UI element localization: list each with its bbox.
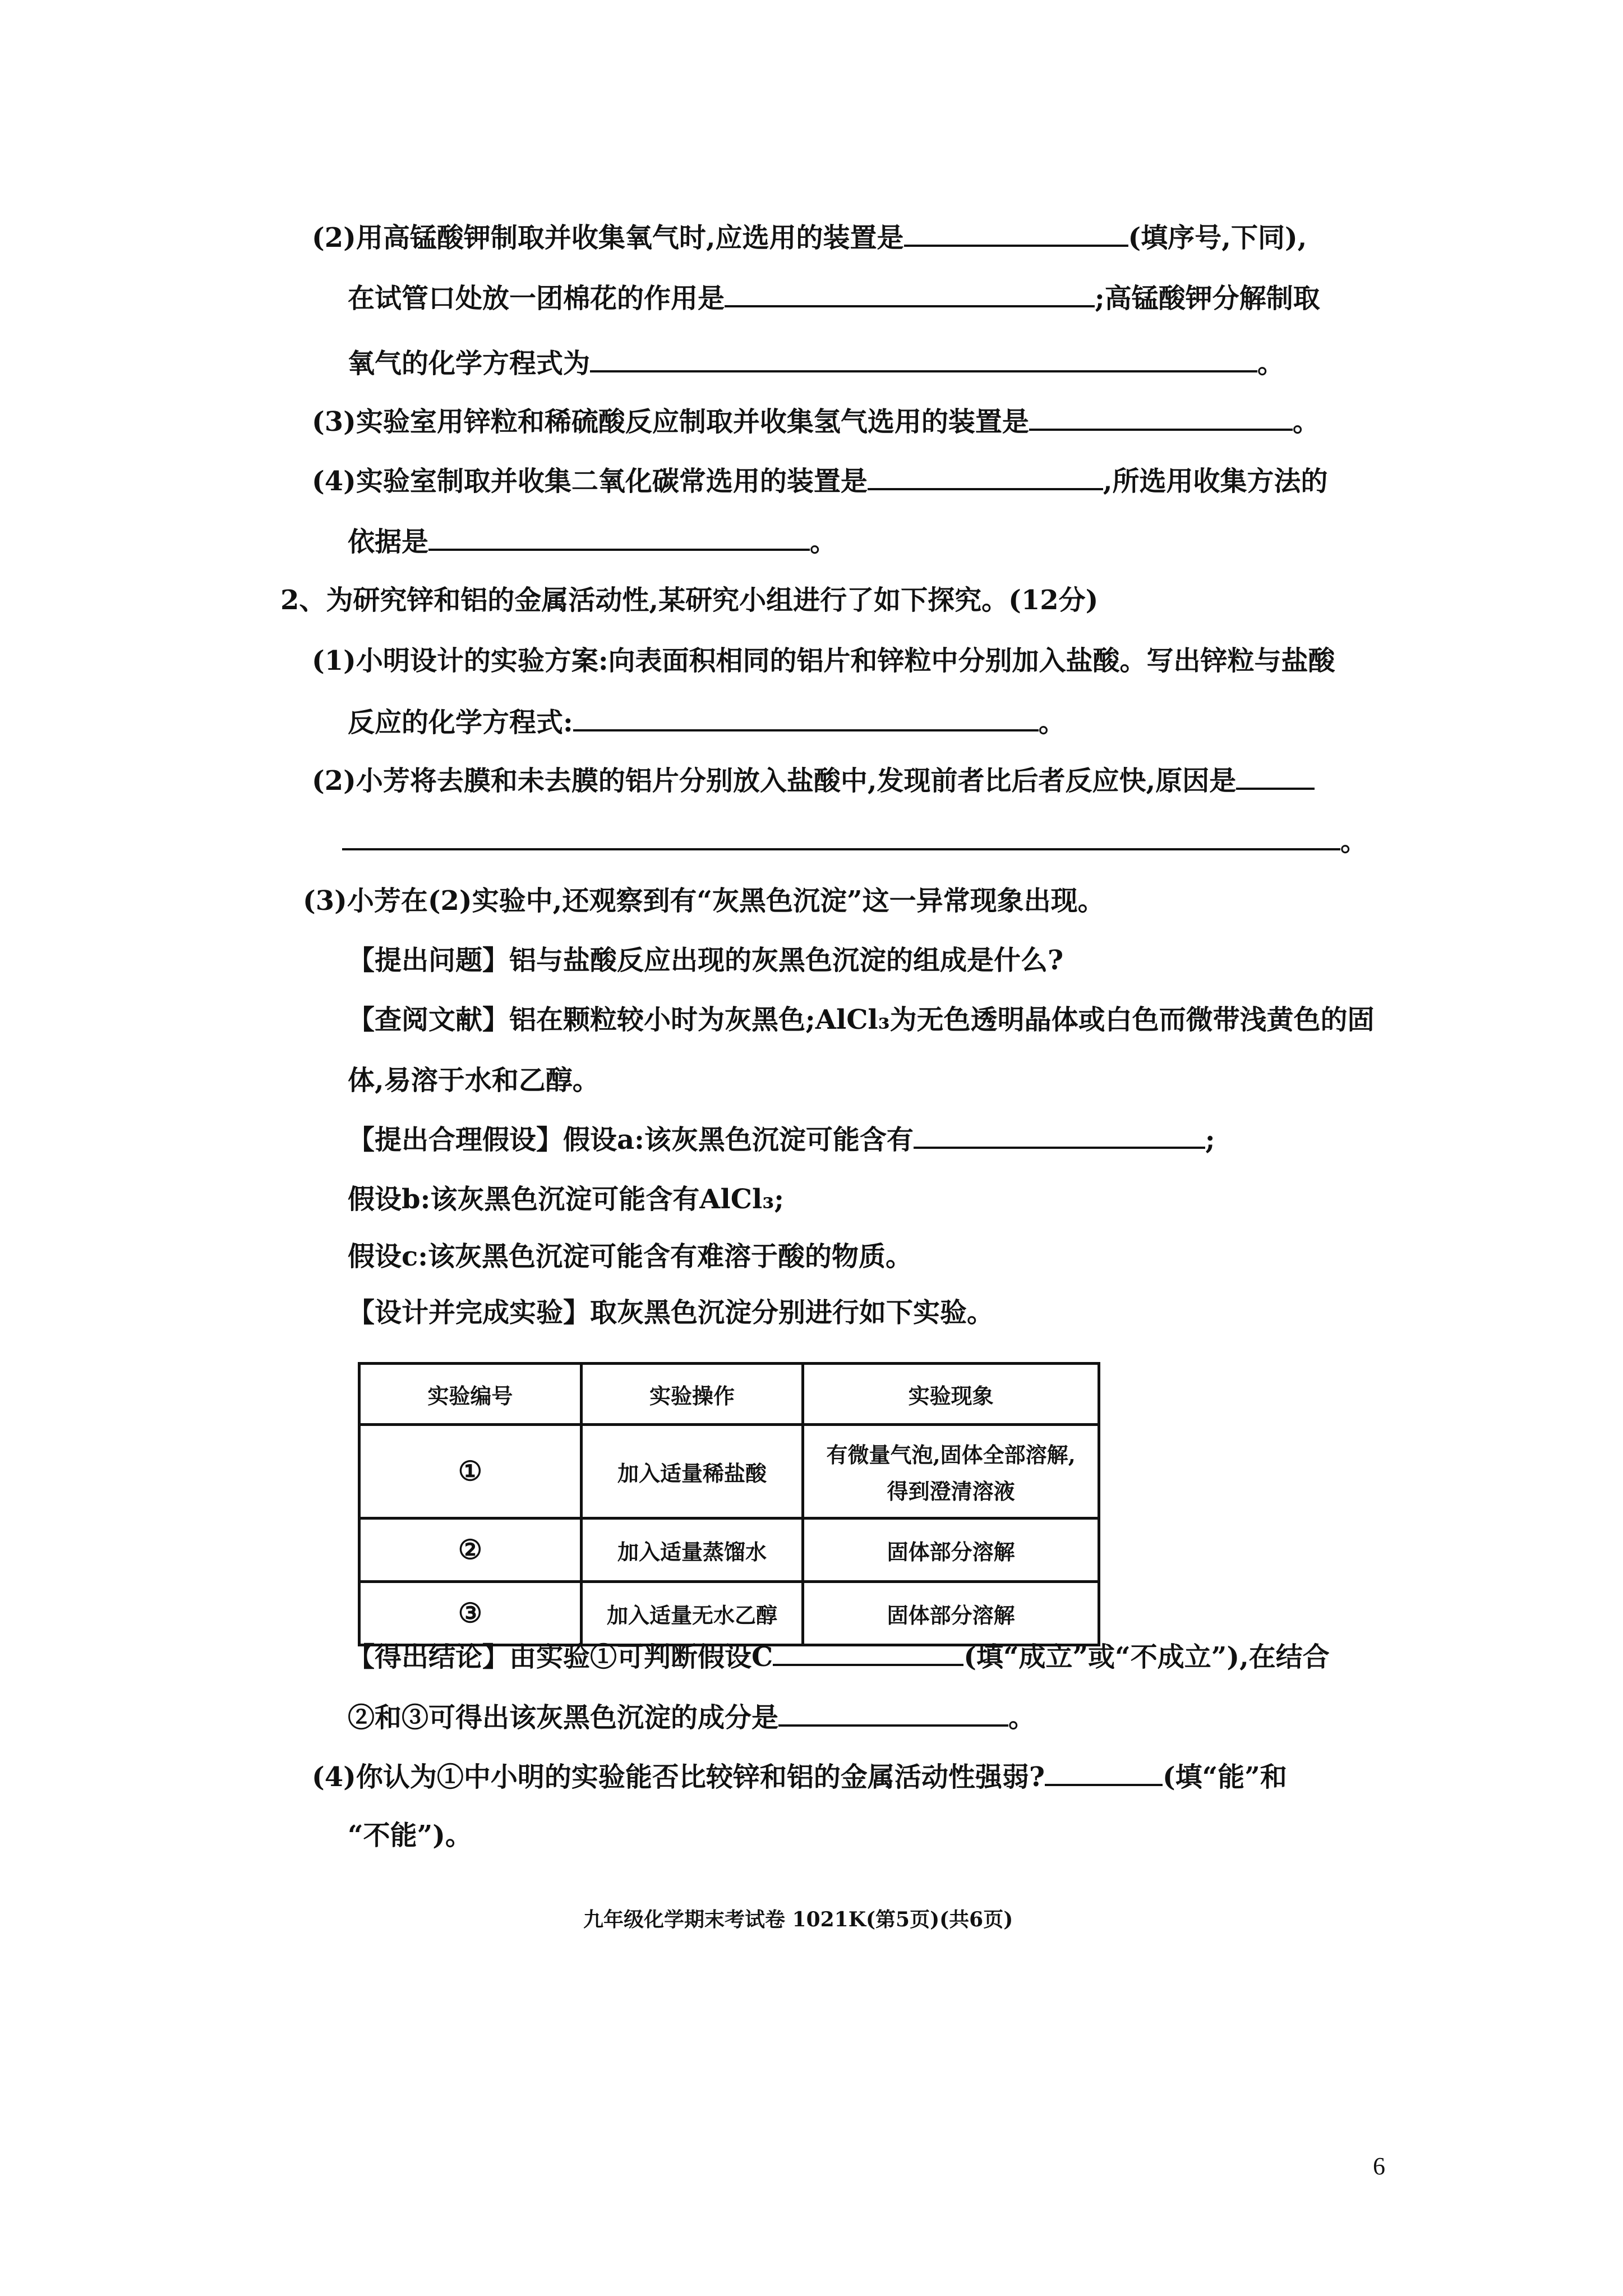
table-row [359, 1582, 1099, 1645]
conclusion-text-b: (填“成立”或“不成立”),在结合 [963, 1641, 1330, 1673]
answer-blank[interactable] [428, 524, 810, 551]
q1-part4-text: (4)实验室制取并收集二氧化碳常选用的装置是 [312, 466, 868, 497]
q1-part3-line [312, 404, 1320, 439]
table-header: 实验编号 [359, 1364, 582, 1425]
q1-part2-decomp: ;高锰酸钾分解制取 [1095, 283, 1320, 314]
answer-blank[interactable] [1045, 1759, 1163, 1786]
problem-text: 铝与盐酸反应出现的灰黑色沉淀的组成是什么? [509, 945, 1064, 976]
conclusion-text-c: ②和③可得出该灰黑色沉淀的成分是 [348, 1702, 779, 1733]
answer-blank[interactable] [904, 220, 1128, 247]
phenomenon-line1: 有微量气泡,固体全部溶解, [826, 1442, 1076, 1467]
design-tag: 【设计并完成实验】 [348, 1297, 591, 1328]
q2-part2-line2 [342, 823, 1367, 858]
q1-part2-text: (2)用高锰酸钾制取并收集氧气时,应选用的装置是 [312, 222, 904, 254]
conclusion-line2 [348, 1700, 1035, 1734]
table-row [359, 1519, 1099, 1582]
q1-part4-method: ,所选用收集方法的 [1103, 466, 1328, 497]
literature-text: 铝在颗粒较小时为灰黑色;AlCl₃为无色透明晶体或白色而微带浅黄色的固 [509, 1004, 1375, 1036]
q1-part2-cotton: 在试管口处放一团棉花的作用是 [348, 283, 725, 314]
answer-blank[interactable] [1029, 404, 1293, 431]
table-cell-phenomenon: 固体部分溶解 [803, 1582, 1099, 1645]
q2-part4-line1 [312, 1759, 1287, 1794]
answer-blank[interactable] [342, 823, 1340, 850]
experiment-table [358, 1362, 1100, 1646]
table-cell-id: ① [359, 1425, 582, 1519]
page-number: 6 [1373, 2152, 1385, 2180]
table-cell-operation: 加入适量蒸馏水 [581, 1519, 803, 1582]
hypothesis-tag: 【提出合理假设】 [348, 1124, 564, 1156]
table-header-row [359, 1364, 1099, 1425]
answer-blank[interactable] [1236, 763, 1315, 790]
table-cell-phenomenon: 固体部分溶解 [803, 1519, 1099, 1582]
q1-part2-line3 [348, 346, 1284, 380]
hypothesis-b-line: 假设b:该灰黑色沉淀可能含有AlCl₃; [348, 1184, 784, 1215]
literature-line1 [348, 1003, 1375, 1037]
table-cell-operation: 加入适量稀盐酸 [581, 1425, 803, 1519]
table-row [359, 1425, 1099, 1519]
semicolon: ; [1205, 1124, 1215, 1156]
answer-blank[interactable] [773, 1639, 963, 1666]
phenomenon-line2: 得到澄清溶液 [887, 1479, 1015, 1504]
literature-line2: 体,易溶于水和乙醇。 [348, 1065, 600, 1096]
q2-part1-line2 [348, 705, 1066, 739]
table-cell-operation: 加入适量无水乙醇 [581, 1582, 803, 1645]
q1-part2-line2 [348, 280, 1320, 315]
q1-part2-note: (填序号,下同), [1128, 222, 1307, 254]
q2-part1-equation: 反应的化学方程式: [348, 707, 573, 738]
hypothesis-a-line [348, 1122, 1215, 1157]
conclusion-tag: 【得出结论】 [348, 1641, 510, 1673]
q2-title: 2、为研究锌和铝的金属活动性,某研究小组进行了如下探究。(12分) [280, 585, 1099, 616]
q1-part3-text: (3)实验室用锌粒和稀硫酸反应制取并收集氢气选用的装置是 [312, 406, 1029, 438]
answer-blank[interactable] [725, 280, 1095, 307]
period: 。 [1038, 707, 1066, 738]
q2-part1-line1: (1)小明设计的实验方案:向表面积相同的铝片和锌粒中分别加入盐酸。写出锌粒与盐酸 [312, 645, 1335, 677]
answer-blank[interactable] [590, 346, 1257, 372]
q1-part4-line1 [312, 463, 1328, 498]
table-cell-id: ② [359, 1519, 582, 1582]
conclusion-text-a: 由实验①可判断假设C [509, 1641, 773, 1673]
q1-part2-equation: 氧气的化学方程式为 [348, 348, 591, 379]
answer-blank[interactable] [868, 463, 1103, 490]
period: 。 [1340, 826, 1368, 857]
design-line [348, 1296, 994, 1329]
answer-blank[interactable] [914, 1122, 1205, 1149]
page-footer: 九年级化学期末考试卷 1021K(第5页)(共6页) [583, 1908, 1013, 1931]
hypothesis-a: 假设a:该灰黑色沉淀可能含有 [563, 1124, 914, 1156]
q2-part4-text: (4)你认为①中小明的实验能否比较锌和铝的金属活动性强弱? [312, 1761, 1045, 1793]
hypothesis-c-line: 假设c:该灰黑色沉淀可能含有难溶于酸的物质。 [348, 1241, 912, 1272]
period: 。 [1257, 348, 1285, 379]
q1-part4-line2 [348, 524, 837, 559]
design-text: 取灰黑色沉淀分别进行如下实验。 [590, 1297, 994, 1328]
q2-part3-intro: (3)小芳在(2)实验中,还观察到有“灰黑色沉淀”这一异常现象出现。 [303, 885, 1105, 917]
q1-part4-basis: 依据是 [348, 526, 429, 558]
period: 。 [810, 526, 837, 558]
q2-part4-line2: “不能”)。 [348, 1820, 472, 1851]
q2-part2-line1 [312, 763, 1315, 798]
literature-tag: 【查阅文献】 [348, 1004, 510, 1036]
problem-line [348, 944, 1063, 977]
table-cell-id: ③ [359, 1582, 582, 1645]
q2-part4-note: (填“能”和 [1162, 1761, 1287, 1793]
answer-blank[interactable] [778, 1700, 1008, 1727]
answer-blank[interactable] [573, 705, 1039, 731]
q1-part2-line1 [312, 220, 1307, 255]
table-header: 实验操作 [581, 1364, 803, 1425]
period: 。 [1292, 406, 1320, 438]
q2-part2-text: (2)小芳将去膜和未去膜的铝片分别放入盐酸中,发现前者比后者反应快,原因是 [312, 765, 1237, 797]
problem-tag: 【提出问题】 [348, 945, 510, 976]
conclusion-line1 [348, 1639, 1330, 1674]
table-header: 实验现象 [803, 1364, 1099, 1425]
table-cell-phenomenon [803, 1425, 1099, 1519]
period: 。 [1008, 1702, 1036, 1733]
